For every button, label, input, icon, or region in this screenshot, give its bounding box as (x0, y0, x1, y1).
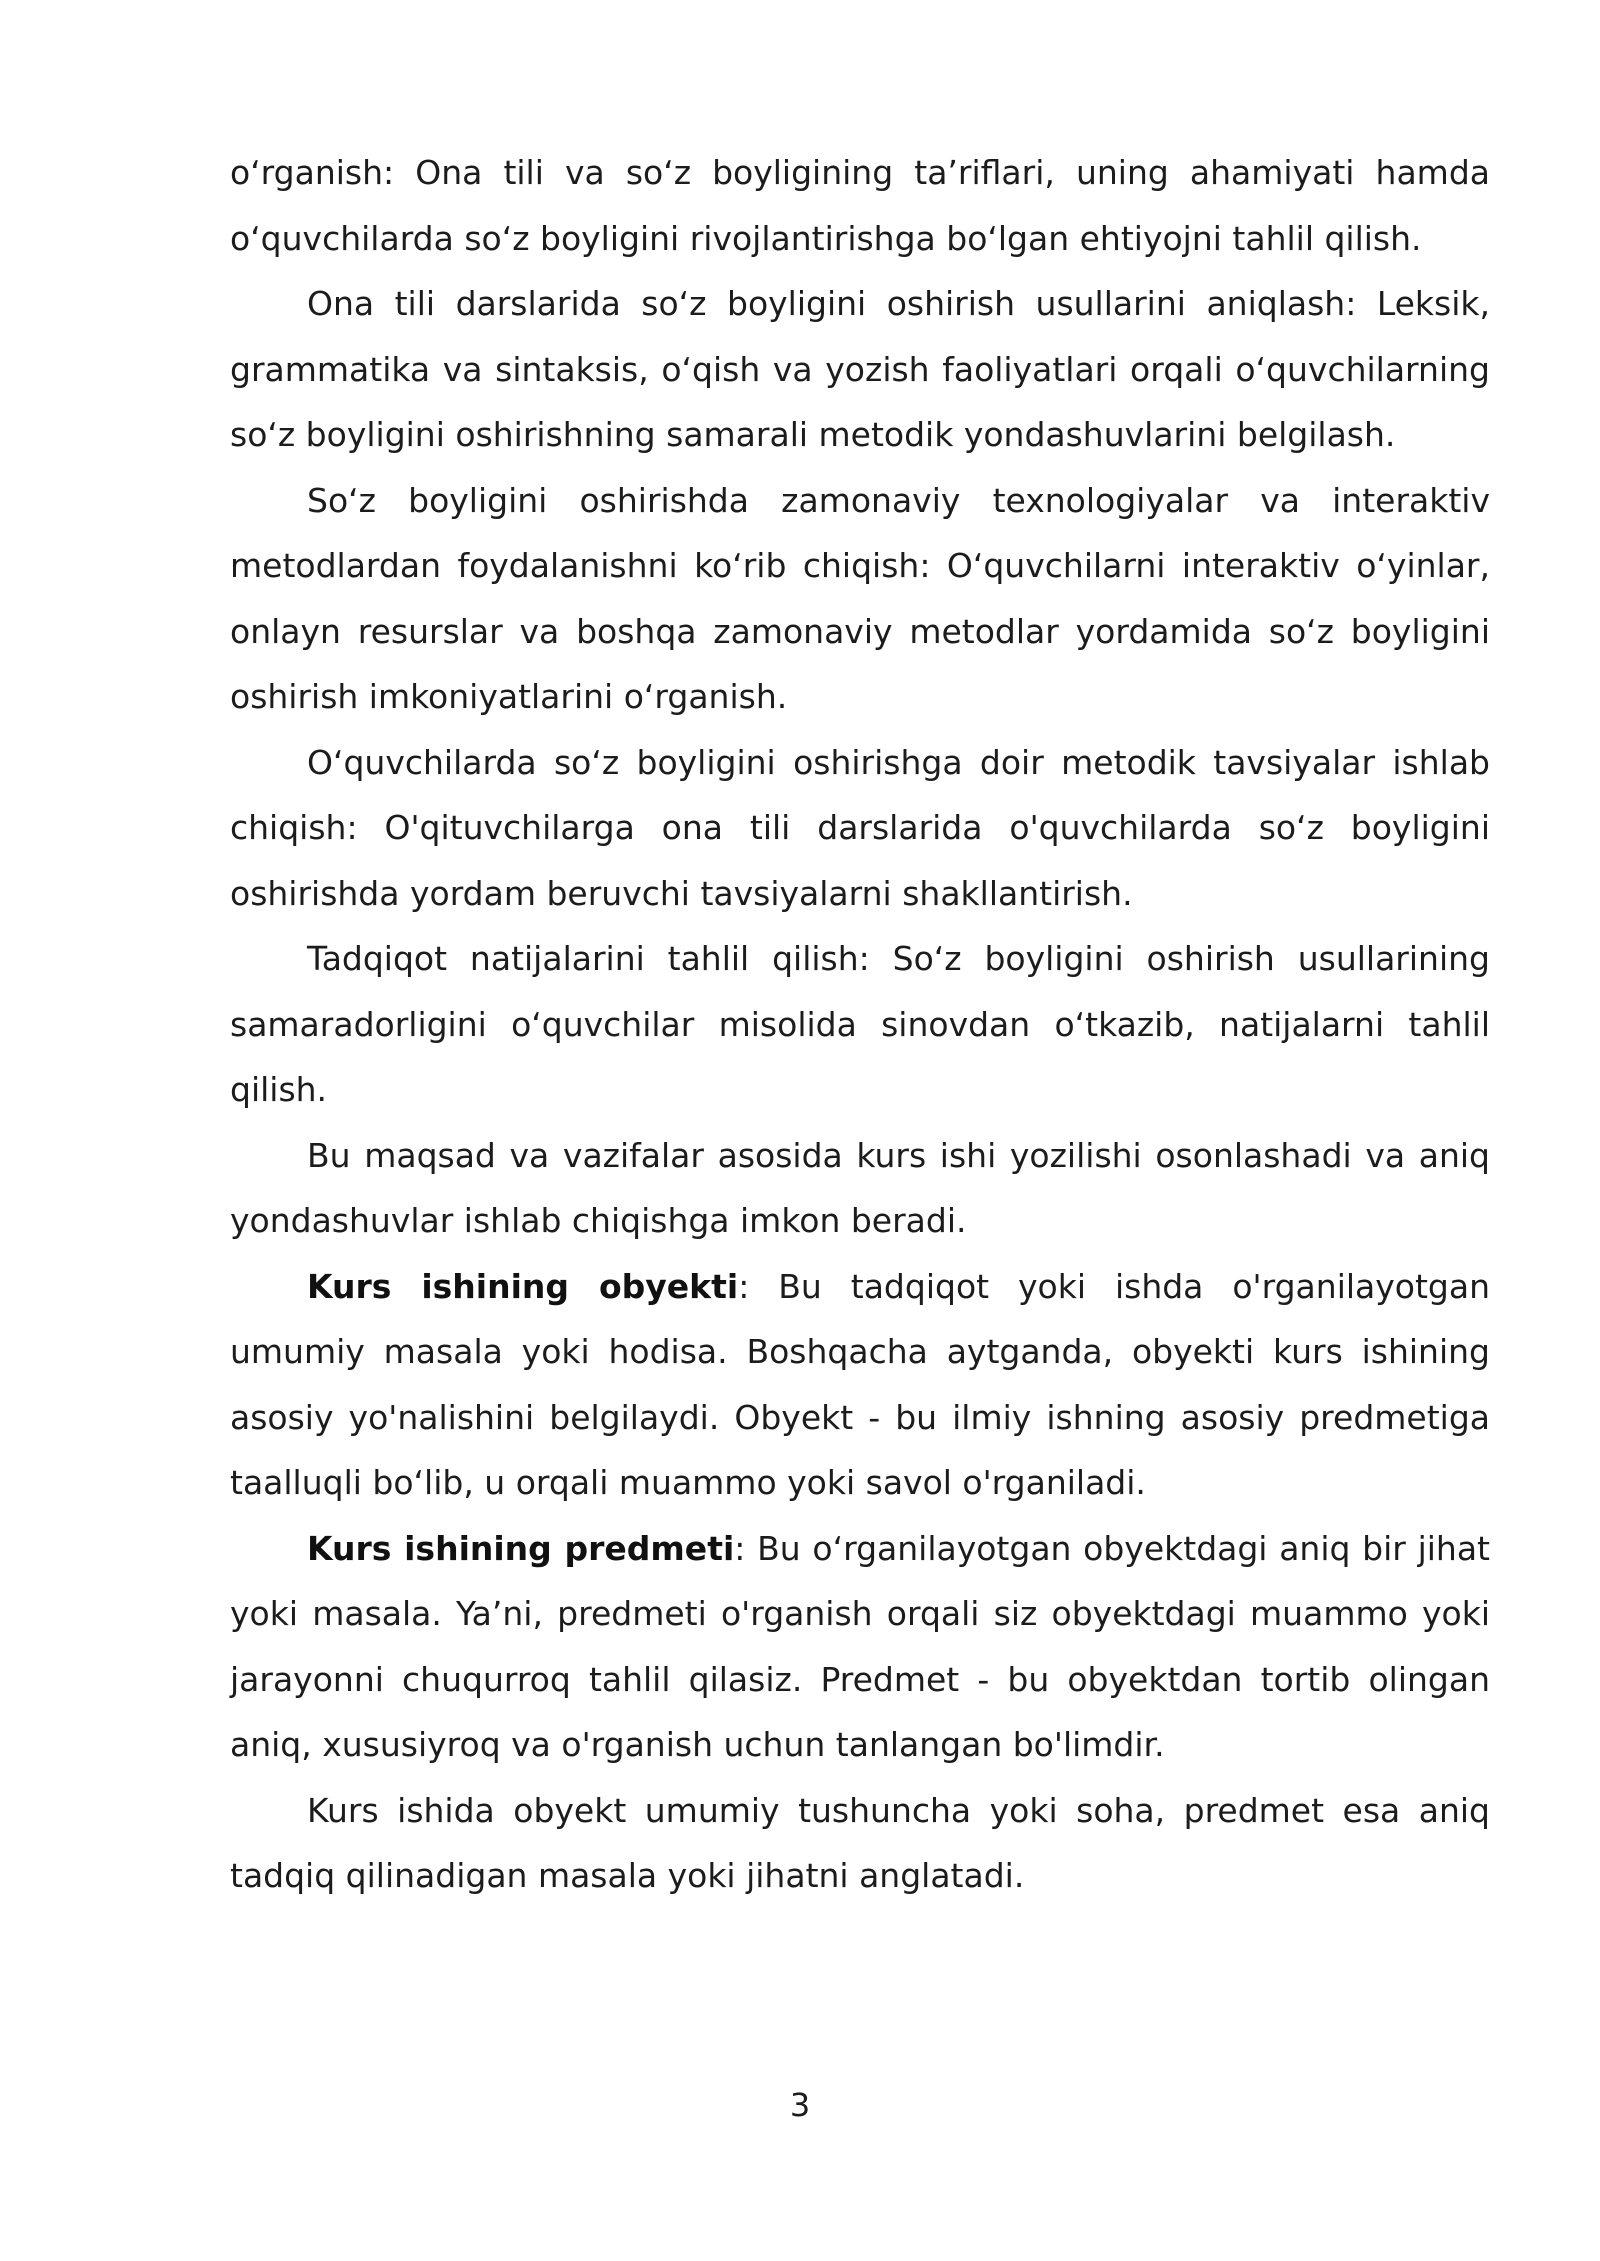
subject-term: Kurs ishining predmeti (307, 1528, 735, 1568)
page-number: 3 (789, 2086, 811, 2124)
paragraph-object: Kurs ishining obyekti: Bu tadqiqot yoki ishda o'rganilayotgan umumiy masala yoki hodisa. Boshqacha aytganda, obyekti kurs ishining asosiy yo'nalishini belgilaydi. Obyekt - bu ilmiy ishning asosiy predmetiga taalluqli boʻlib, u orqali muammo yoki savol o'rganiladi. (230, 1266, 1490, 1502)
object-term: Kurs ishining obyekti (307, 1266, 739, 1306)
paragraph-4: Oʻquvchilarda soʻz boyligini oshirishga doir metodik tavsiyalar ishlab chiqish: O'qituvchilarga ona tili darslarida o'quvchilarda soʻz boyligini oshirishda yordam beruvchi tavsiyalarni shakllantirish. (230, 742, 1490, 913)
paragraph-1: oʻrganish: Ona tili va soʻz boyligining taʼriflari, uning ahamiyati hamda oʻquvchilarda soʻz boyligini rivojlantirishga boʻlgan ehtiyojni tahlil qilish. (230, 153, 1490, 258)
paragraph-subject: Kurs ishining predmeti: Bu oʻrganilayotgan obyektdagi aniq bir jihat yoki masala. Yaʼni, predmeti o'rganish orqali siz obyektdagi muammo yoki jarayonni chuqurroq tahlil qilasiz. Predmet - bu obyektdan tortib olingan aniq, xususiyroq va o'rganish uchun tanlangan bo'limdir. (230, 1528, 1490, 1764)
paragraph-2: Ona tili darslarida soʻz boyligini oshirish usullarini aniqlash: Leksik, grammatika va sintaksis, oʻqish va yozish faoliyatlari orqali oʻquvchilarning soʻz boyligini oshirishning samarali metodik yondashuvlarini belgilash. (230, 284, 1490, 454)
paragraph-3: Soʻz boyligini oshirishda zamonaviy texnologiyalar va interaktiv metodlardan foydalanishni koʻrib chiqish: Oʻquvchilarni interaktiv oʻyinlar, onlayn resurslar va boshqa zamonaviy metodlar yordamida soʻz boyligini oshirish imkoniyatlarini oʻrganish. (230, 480, 1490, 716)
paragraph-5: Tadqiqot natijalarini tahlil qilish: Soʻz boyligini oshirish usullarining samaradorligini oʻquvchilar misolida sinovdan oʻtkazib, natijalarni tahlil qilish. (230, 939, 1490, 1109)
page-body (230, 140, 1490, 1909)
paragraph-9: Kurs ishida obyekt umumiy tushuncha yoki soha, predmet esa aniq tadqiq qilinadigan masala yoki jihatni anglatadi. (230, 1790, 1490, 1895)
paragraph-6: Bu maqsad va vazifalar asosida kurs ishi yozilishi osonlashadi va aniq yondashuvlar ishlab chiqishga imkon beradi. (230, 1135, 1490, 1240)
